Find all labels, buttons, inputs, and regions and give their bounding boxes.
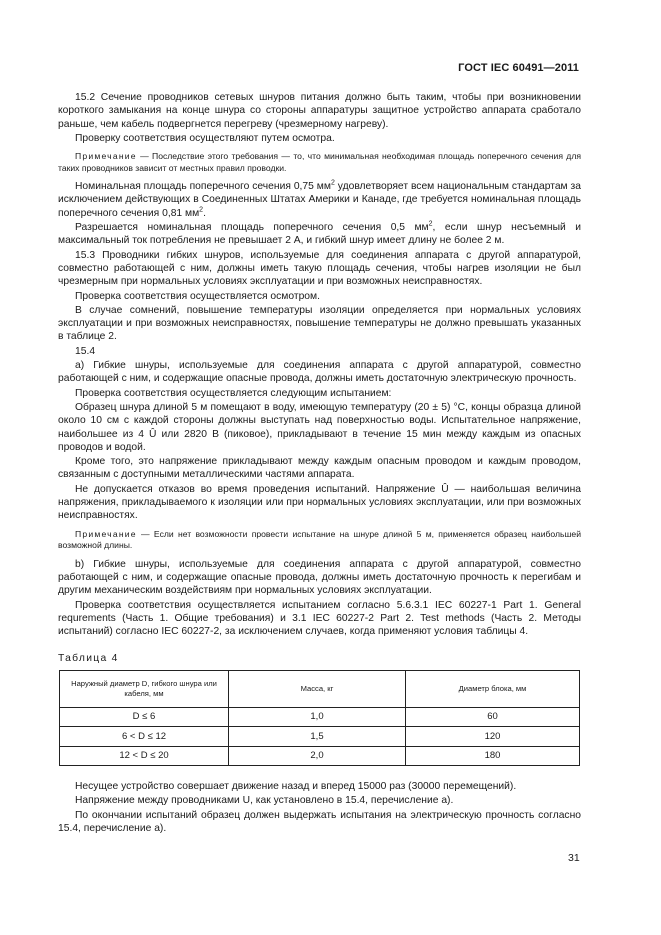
table-cell: 2,0	[229, 746, 406, 766]
paragraph-end-test: По окончании испытаний образец должен выдержать испытания на электрическую прочность согласно 15.4, перечисление а).	[58, 809, 581, 835]
table-cell: D ≤ 6	[60, 707, 229, 727]
after-table-section	[58, 780, 581, 835]
table-cell: 1,0	[229, 707, 406, 727]
paragraph-15-4-b: b) Гибкие шнуры, используемые для соединения аппарата с другой аппаратурой, совместно работающей с ним, и содержащие опасные провода, должны иметь достаточную прочность к перегибам и другим механическим воздействиям при нормальных условиях эксплуатации.	[58, 558, 581, 597]
note-text: — Если нет возможности провести испытание на шнуре длиной 5 м, применяется образец наибольшей возможной длины.	[58, 528, 581, 551]
superscript: 2	[199, 206, 204, 214]
paragraph-allowed-section	[58, 221, 581, 248]
nominal-text-a: Номинальная площадь поперечного сечения 0,75 мм	[75, 181, 331, 193]
paragraph-no-failures: Не допускается отказов во время проведения испытаний. Напряжение Û — наибольшая величина напряжения, прикладываемого к изоляции или при нормальных условиях эксплуатации, или при возможных неисправностях.	[58, 483, 581, 522]
table-cell: 120	[406, 727, 580, 747]
superscript: 2	[428, 220, 433, 228]
paragraph-check-15-2: Проверку соответствия осуществляют путем осмотра.	[75, 132, 335, 144]
table-row	[60, 707, 580, 727]
document-body	[58, 91, 581, 836]
table-cell: 6 < D ≤ 12	[60, 727, 229, 747]
allowed-text-b: , если шнур несъемный и максимальный ток потребления не превышает 2 А, и гибкий шнур имеет длину не более 2 м.	[58, 222, 581, 247]
note-text: — Последствие этого требования — то, что минимальная необходимая площадь поперечного сечения для таких проводников зависит от местных правил проводки.	[58, 151, 581, 173]
note-label: Примечание	[75, 151, 137, 162]
allowed-text-a: Разрешается номинальная площадь поперечного сечения 0,5 мм	[75, 222, 429, 234]
paragraph-voltage-u: Напряжение между проводниками U, как установлено в 15.4, перечисление а).	[75, 795, 454, 807]
page-number: 31	[568, 852, 580, 864]
superscript: 2	[330, 179, 335, 187]
table-row	[60, 727, 580, 747]
paragraph-additional-voltage: Кроме того, это напряжение прикладывают между каждым опасным проводом и каждым проводом, связанным с доступными металлическими частями аппарата.	[58, 456, 581, 481]
table-header-diameter: Наружный диаметр D, гибкого шнура или кабеля, мм	[60, 670, 229, 707]
table-row	[60, 746, 580, 766]
paragraph-sample-test: Образец шнура длиной 5 м помещают в воду, имеющую температуру (20 ± 5) °С, концы образца длиной около 10 см с каждой стороны должны выступать над поверхностью воды. Испытательное напряжение, наибольшее из 4 Û или 2820 В (пиковое), прикладывают в течение 15 мин между каждым из опасных проводов и водой.	[58, 401, 581, 453]
paragraph-check-15-3: Проверка соответствия осуществляется осмотром.	[75, 290, 320, 302]
standard-header: ГОСТ IEC 60491—2011	[458, 62, 579, 74]
table-cell: 1,5	[229, 727, 406, 747]
table-cell: 12 < D ≤ 20	[60, 746, 229, 766]
paragraph-check-15-4-a: Проверка соответствия осуществляется следующим испытанием:	[75, 387, 392, 399]
table-header-row	[60, 670, 580, 707]
table-cell: 180	[406, 746, 580, 766]
table-header-block: Диаметр блока, мм	[406, 670, 580, 707]
note-label: Примечание	[75, 528, 137, 539]
paragraph-check-15-4-b: Проверка соответствия осуществляется испытанием согласно 5.6.3.1 IEC 60227-1 Part 1. General requrements (Часть 1. Общие требования) и 3.1 IEC 60227-2 Part 2. Test methods (Часть 2. Методы испытаний) согласно IEC 60227-2, за исключением случаев, когда применяют условия таблицы 4.	[58, 599, 581, 638]
note-1	[58, 151, 581, 174]
paragraph-nominal-section	[58, 180, 581, 220]
nominal-text-c: .	[203, 207, 206, 219]
table-4	[59, 670, 580, 767]
table-header-mass: Масса, кг	[229, 670, 406, 707]
nominal-text-b: удовлетворяет всем национальным стандартам за исключением действующих в Соединенных Штатах Америки и Канаде, где требуется номинальная площадь поперечного сечения 0,81 мм	[58, 181, 581, 219]
table-caption: Таблица 4	[58, 653, 119, 665]
paragraph-15-4-a: а) Гибкие шнуры, используемые для соединения аппарата с другой аппаратурой, совместно работающей с ним, и содержащие опасные провода, должны иметь достаточную электрическую прочность.	[58, 360, 581, 385]
paragraph-doubt: В случае сомнений, повышение температуры изоляции определяется при нормальных условиях эксплуатации и при возможных неисправностях, повышение температуры не должно превышать указанных в таблице 2.	[58, 304, 581, 343]
note-2	[58, 529, 581, 552]
table-cell: 60	[406, 707, 580, 727]
paragraph-15-2: 15.2 Сечение проводников сетевых шнуров питания должно быть таким, чтобы при возникновении короткого замыкания на конце шнура со стороны аппаратуры защитное устройство аппарата сработало раньше, чем кабель подвергнется перегреву (чрезмерному нагреву).	[58, 92, 581, 130]
paragraph-carrier: Несущее устройство совершает движение назад и вперед 15000 раз (30000 перемещений).	[75, 781, 517, 793]
paragraph-15-4: 15.4	[75, 345, 96, 357]
paragraph-15-3: 15.3 Проводники гибких шнуров, используемые для соединения аппарата с другой аппаратурой, совместно работающей с ним, должны иметь такую площадь сечения, чтобы нагрев изоляции не был чрезмерным при нормальных условиях эксплуатации и при возможных неисправностях.	[58, 249, 581, 288]
